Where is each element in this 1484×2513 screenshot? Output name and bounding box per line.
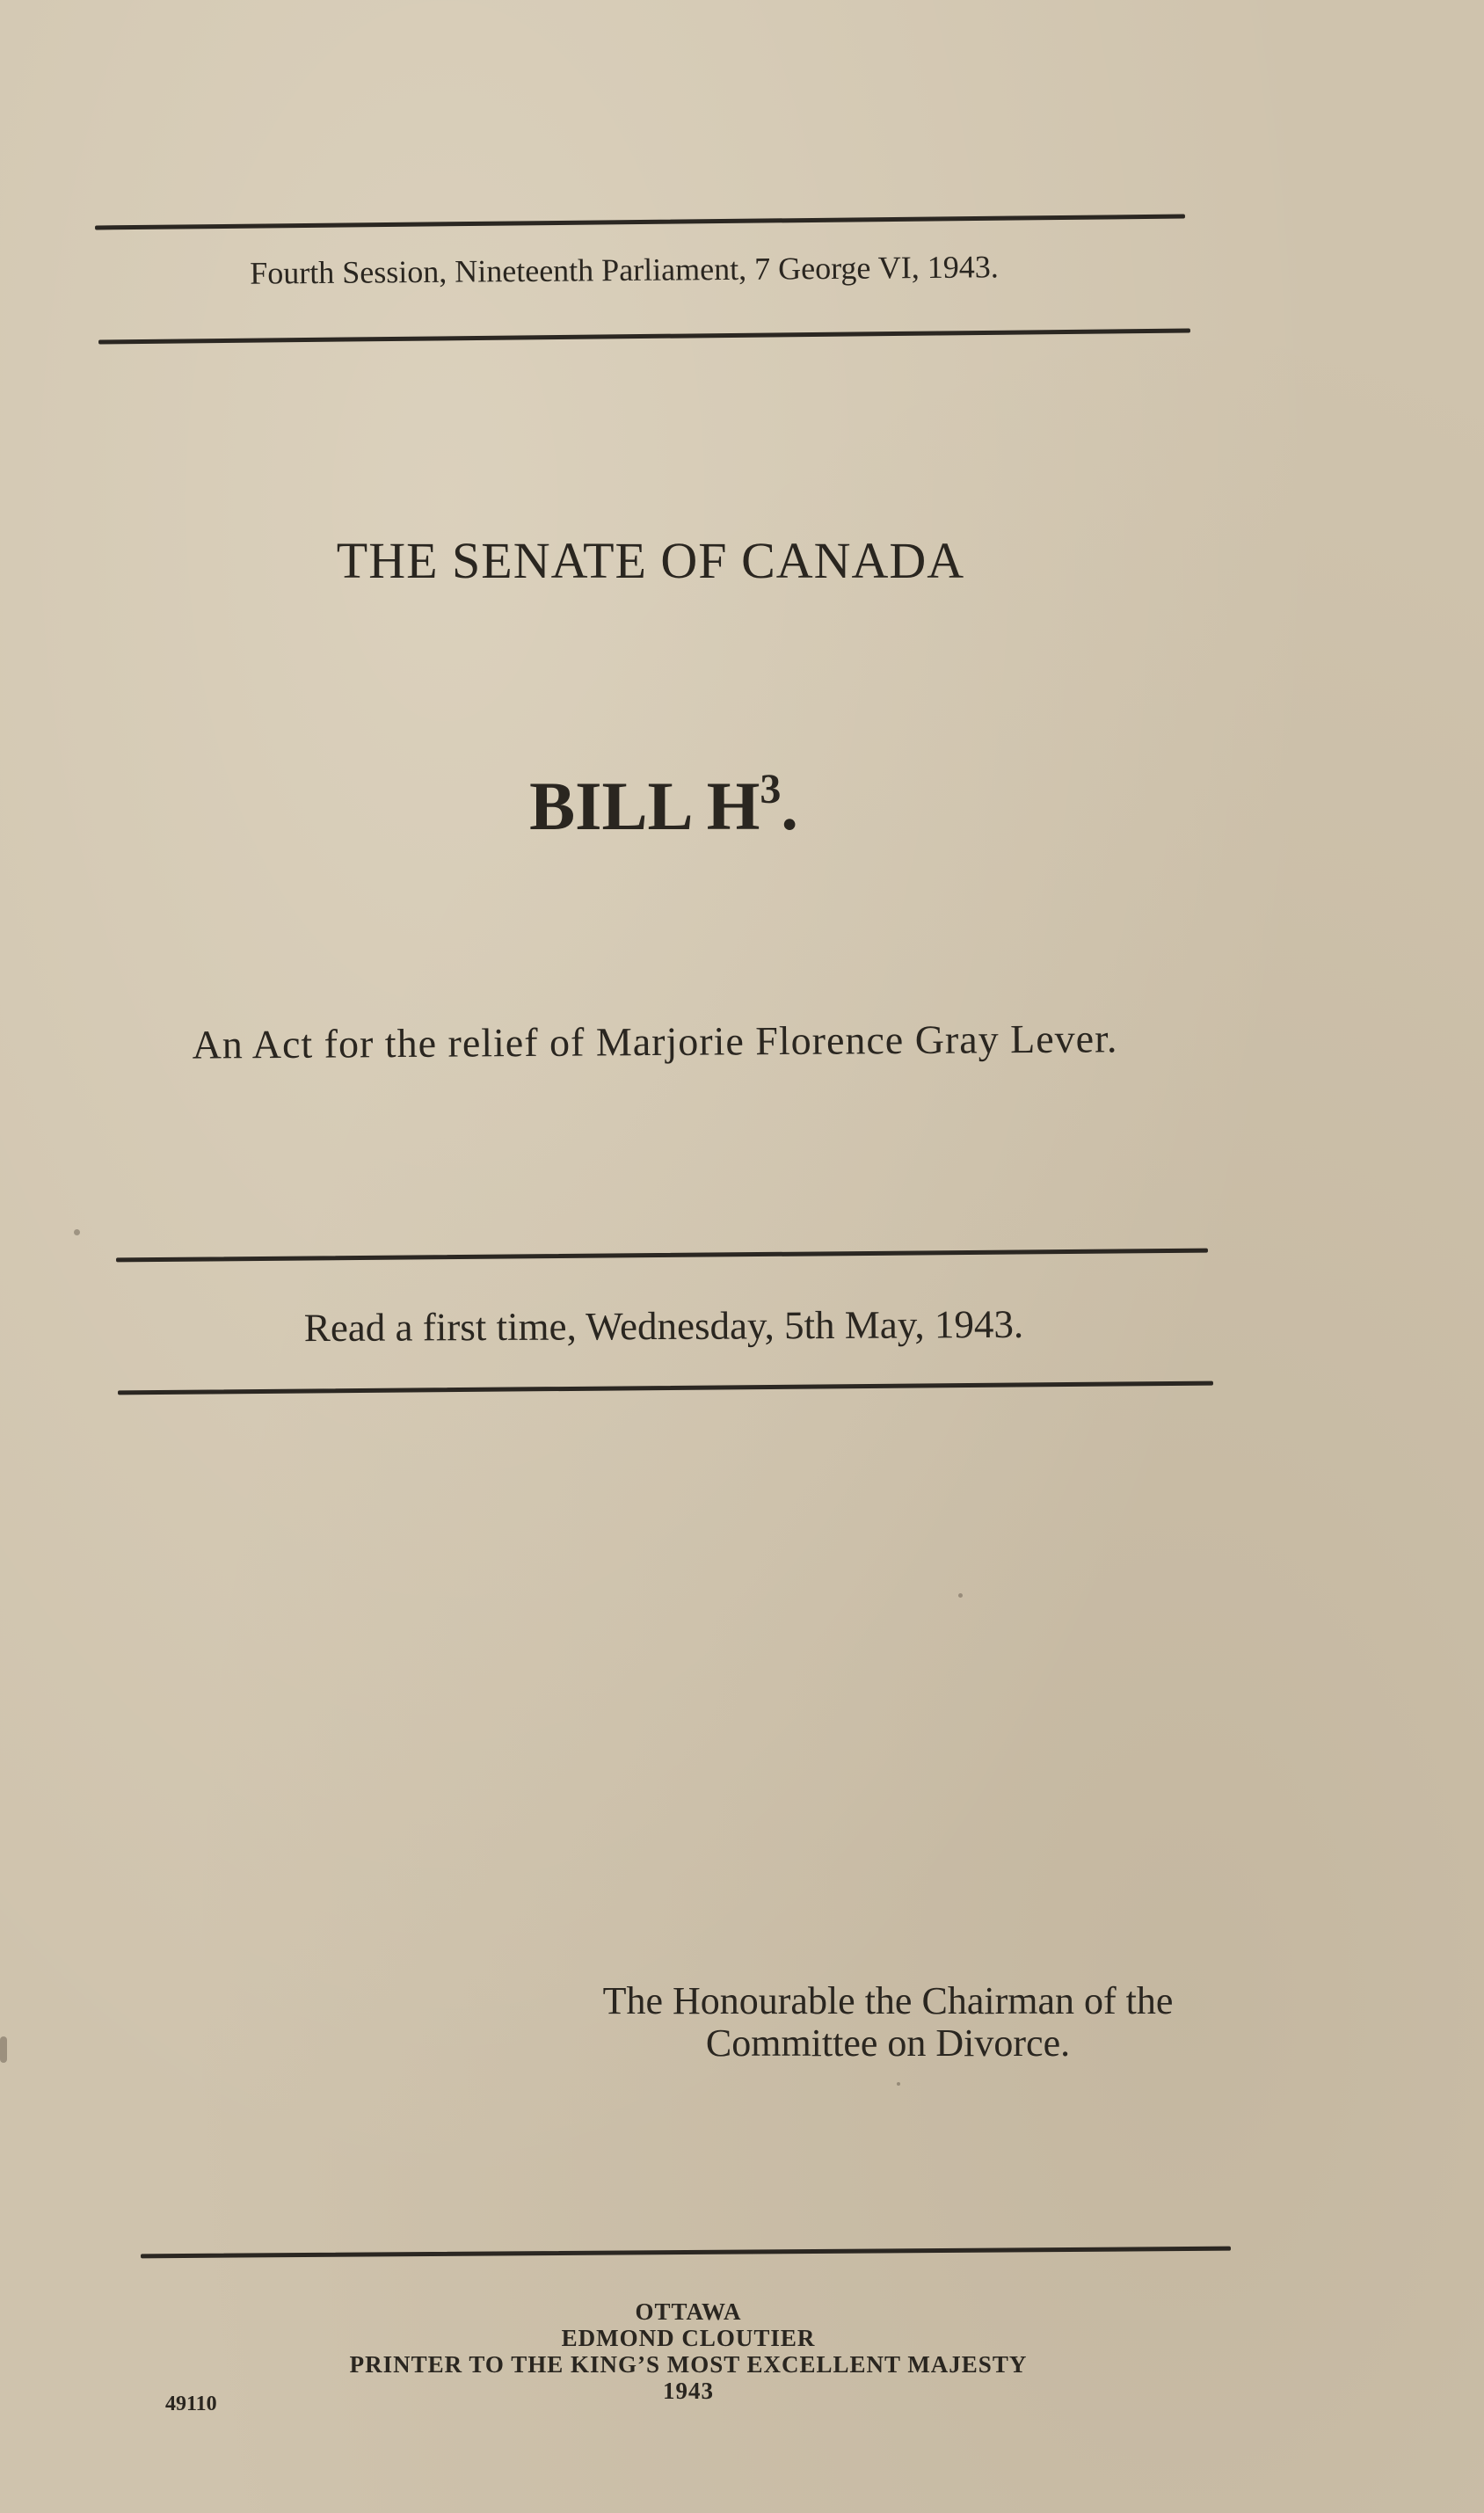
print-number: 49110 [165, 2393, 217, 2415]
imprint-city: OTTAWA [635, 2298, 742, 2325]
bill-superscript: 3 [760, 766, 782, 812]
senate-heading: THE SENATE OF CANADA [336, 532, 965, 589]
middle-rule-lower [118, 1381, 1213, 1395]
bill-title [0, 765, 1328, 846]
imprint-title: PRINTER TO THE KING’S MOST EXCELLENT MAJESTY [349, 2351, 1028, 2378]
imprint-printer: EDMOND CLOUTIER [561, 2325, 816, 2351]
act-title: An Act for the relief of Marjorie Florence Gray Lever. [192, 1016, 1118, 1067]
sponsor-block [527, 1980, 1248, 2065]
top-rule-upper [95, 215, 1185, 230]
imprint-year: 1943 [663, 2378, 714, 2404]
bill-label: BILL H [529, 768, 760, 844]
bill-suffix: . [781, 768, 798, 844]
sponsor-line-2: Committee on Divorce. [705, 2021, 1071, 2065]
paper-speck [958, 1593, 963, 1598]
session-line: Fourth Session, Nineteenth Parliament, 7 George VI, 1943. [250, 249, 999, 291]
reading-line: Read a first time, Wednesday, 5th May, 1943. [303, 1301, 1024, 1351]
paper-speck [897, 2082, 900, 2086]
bottom-rule [141, 2247, 1231, 2259]
top-rule-lower [98, 328, 1190, 344]
sponsor-line-1: The Honourable the Chairman of the [602, 1979, 1174, 2022]
middle-rule-upper [116, 1249, 1208, 1263]
paper-speck [0, 2036, 7, 2063]
paper-speck [74, 1229, 80, 1235]
printer-imprint [0, 2298, 1377, 2404]
